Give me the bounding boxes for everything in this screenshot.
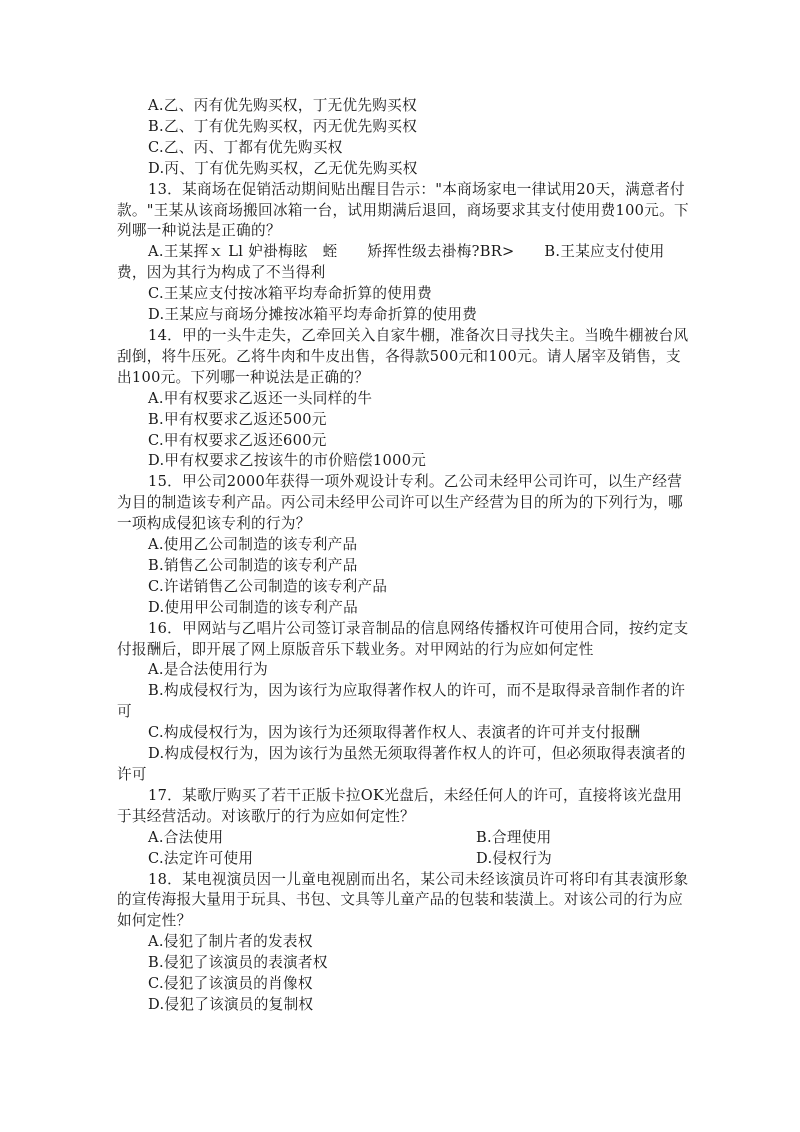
- option-line: C.王某应支付按冰箱平均寿命折算的使用费: [148, 285, 432, 303]
- option-line: B.乙、丁有优先购买权，丙无优先购买权: [148, 117, 418, 135]
- option-line: D.构成侵权行为，因为该行为虽然无须取得著作权人的许可，但必须取得表演者的许可: [117, 745, 686, 783]
- option-row: [117, 849, 691, 870]
- option-line: A.合法使用: [148, 828, 224, 846]
- question-13-stem: 13．某商场在促销活动期间贴出醒目告示："本商场家电一律试用20天，满意者付款。"王某从该商场搬回冰箱一台，试用期满后退回，商场要求其支付使用费100元。下列哪一种说法是正确的？: [117, 180, 689, 240]
- document-body: [117, 96, 691, 1016]
- option-line: B.甲有权要求乙返还500元: [148, 410, 327, 428]
- option-line: B.侵犯了该演员的表演者权: [148, 954, 328, 972]
- option-line: B.合理使用: [476, 828, 552, 846]
- option-line: D.侵权行为: [476, 849, 552, 867]
- option-line: C.侵犯了该演员的肖像权: [148, 975, 313, 993]
- option-line: A.使用乙公司制造的该专利产品: [148, 536, 358, 554]
- option-line: B.销售乙公司制造的该专利产品: [148, 556, 358, 574]
- option-line: D.使用甲公司制造的该专利产品: [148, 598, 359, 616]
- option-line: D.侵犯了该演员的复制权: [148, 995, 314, 1013]
- option-line: A.甲有权要求乙返还一头同样的牛: [148, 389, 373, 407]
- option-line: A.是合法使用行为: [148, 661, 269, 679]
- question-15-stem: 15．甲公司2000年获得一项外观设计专利。乙公司未经甲公司许可，以生产经营为目的制造该专利产品。丙公司未经甲公司许可以生产经营为目的所为的下列行为，哪一项构成侵犯该专利的行为？: [117, 473, 683, 533]
- option-line: B.构成侵权行为，因为该行为应取得著作权人的许可，而不是取得录音制作者的许可: [117, 682, 686, 721]
- option-row: [117, 828, 691, 849]
- option-line: C.乙、丙、丁都有优先购买权: [148, 138, 343, 156]
- question-16-stem: 16．甲网站与乙唱片公司签订录音制品的信息网络传播权许可使用合同，按约定支付报酬后，即开展了网上原版音乐下载业务。对甲网站的行为应如何定性: [117, 619, 689, 658]
- question-17-stem: 17．某歌厅购买了若干正版卡拉OK光盘后，未经任何人的许可，直接将该光盘用于其经营活动。对该歌厅的行为应如何定性？: [117, 786, 683, 825]
- option-line: D.丙、丁有优先购买权，乙无优先购买权: [148, 159, 418, 177]
- question-13-option-a-b: A.王某挥ｘ Ll 妒褂梅眩 蛭 矫挥性级去褂梅?BR> B.王某应支付使用费，因为其行为构成了不当得利: [117, 243, 665, 282]
- option-line: C.法定许可使用: [148, 849, 254, 867]
- option-line: A.乙、丙有优先购买权，丁无优先购买权: [148, 97, 417, 114]
- option-line: C.许诺销售乙公司制造的该专利产品: [148, 577, 388, 595]
- option-line: D.王某应与商场分摊按冰箱平均寿命折算的使用费: [148, 306, 478, 324]
- question-18-stem: 18．某电视演员因一儿童电视剧而出名，某公司未经该演员许可将印有其表演形象的宣传海报大量用于玩具、书包、文具等儿童产品的包装和装潢上。对该公司的行为应如何定性？: [117, 870, 689, 930]
- option-line: C.构成侵权行为，因为该行为还须取得著作权人、表演者的许可并支付报酬: [148, 724, 641, 742]
- option-line: C.甲有权要求乙返还600元: [148, 431, 327, 449]
- option-line: D.甲有权要求乙按该牛的市价赔偿1000元: [148, 452, 427, 470]
- option-line: A.侵犯了制片者的发表权: [148, 933, 313, 951]
- question-14-stem: 14．甲的一头牛走失，乙牵回关入自家牛棚，准备次日寻找失主。当晚牛棚被台风刮倒，将牛压死。乙将牛肉和牛皮出售，各得款500元和100元。请人屠宰及销售，支出100元。下列哪一种说法是正确的？: [117, 326, 689, 386]
